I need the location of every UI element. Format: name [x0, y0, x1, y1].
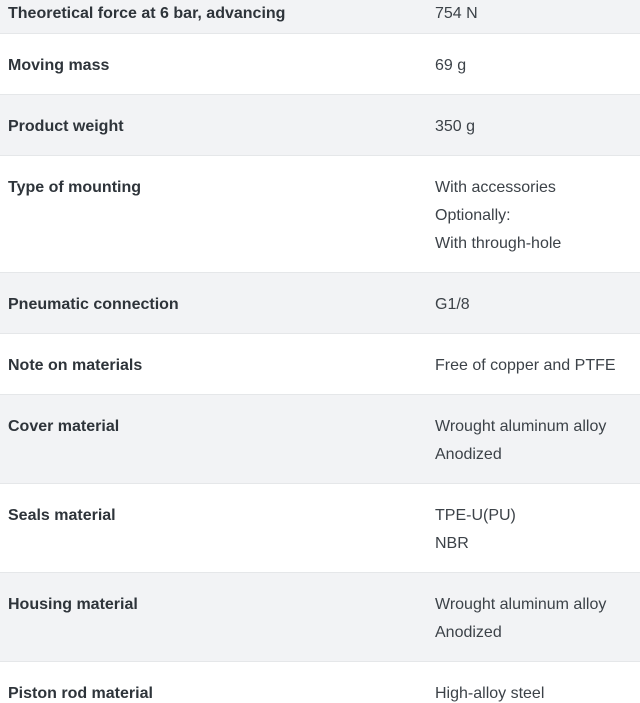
- spec-value: [435, 413, 640, 469]
- spec-value-line: High-alloy steel: [435, 685, 545, 702]
- spec-label: Pneumatic connection: [8, 296, 179, 313]
- spec-value-line: Optionally:: [435, 207, 511, 224]
- spec-value: [435, 113, 640, 141]
- spec-row: [0, 333, 640, 394]
- spec-row: [0, 33, 640, 94]
- spec-value: [435, 52, 640, 80]
- spec-value: [435, 591, 640, 647]
- spec-label: Cover material: [8, 418, 120, 435]
- spec-value-line: Anodized: [435, 624, 502, 641]
- spec-row: [0, 661, 640, 703]
- spec-value-line: TPE-U(PU): [435, 507, 516, 524]
- spec-value-line: Free of copper and PTFE: [435, 357, 616, 374]
- spec-row: [0, 572, 640, 661]
- spec-value: [435, 680, 640, 703]
- spec-value-line: Anodized: [435, 446, 502, 463]
- spec-row: [0, 94, 640, 155]
- spec-label: Seals material: [8, 507, 116, 524]
- spec-label: Note on materials: [8, 357, 143, 374]
- spec-value-line: With accessories: [435, 179, 556, 196]
- spec-value: [435, 291, 640, 319]
- spec-value-line: 754 N: [435, 5, 478, 22]
- spec-value: [435, 352, 640, 380]
- spec-row: [0, 272, 640, 333]
- spec-value-line: With through-hole: [435, 235, 562, 252]
- spec-value: [435, 502, 640, 558]
- spec-value-line: 69 g: [435, 57, 467, 74]
- spec-value: [435, 0, 640, 28]
- spec-value-line: Wrought aluminum alloy: [435, 596, 607, 613]
- spec-label: Theoretical force at 6 bar, advancing: [8, 5, 286, 22]
- spec-label: Type of mounting: [8, 179, 142, 196]
- spec-row: [0, 394, 640, 483]
- spec-value-line: G1/8: [435, 296, 470, 313]
- spec-row: [0, 155, 640, 272]
- spec-row: [0, 483, 640, 572]
- spec-value-line: NBR: [435, 535, 469, 552]
- spec-label: Product weight: [8, 118, 124, 135]
- spec-label: Piston rod material: [8, 685, 153, 702]
- spec-value-line: 350 g: [435, 118, 476, 135]
- spec-label: Moving mass: [8, 57, 110, 74]
- spec-label: Housing material: [8, 596, 138, 613]
- spec-row: [0, 0, 640, 33]
- spec-value-line: Wrought aluminum alloy: [435, 418, 607, 435]
- spec-value: [435, 174, 640, 258]
